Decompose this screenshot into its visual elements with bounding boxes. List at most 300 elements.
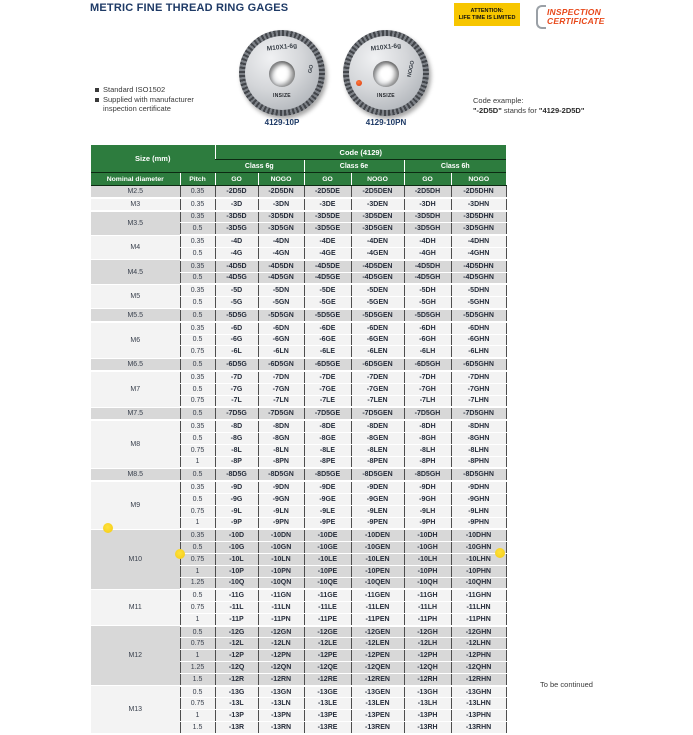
code-cell: -4D5GN (258, 272, 304, 284)
table-row (91, 468, 506, 481)
code-cell: -4D5DHN (451, 260, 506, 272)
nominal-diameter-cell: M2.5 (91, 186, 180, 198)
code-cell: -3DHN (451, 198, 506, 211)
code-cell: -3DN (258, 198, 304, 211)
code-cell: -4DH (404, 235, 451, 247)
code-cell: -13LEN (351, 698, 404, 710)
code-cell: -6D (215, 322, 258, 334)
code-cell: -6DHN (451, 322, 506, 334)
code-cell: -5D5GE (304, 309, 351, 322)
code-cell: -9PE (304, 517, 351, 529)
code-cell: -3DEN (351, 198, 404, 211)
code-cell: -13R (215, 722, 258, 734)
nominal-diameter-cell: M6 (91, 322, 180, 358)
code-cell: -12QHN (451, 662, 506, 674)
code-cell: -12RH (404, 673, 451, 685)
code-cell: -12QN (258, 662, 304, 674)
code-cell: -6D5GHN (451, 358, 506, 371)
code-cell: -12P (215, 650, 258, 662)
code-cell: -6D5GE (304, 358, 351, 371)
code-cell: -10DN (258, 529, 304, 541)
code-cell: -10PEN (351, 565, 404, 577)
code-cell: -6G (215, 334, 258, 346)
code-cell: -10GHN (451, 542, 506, 554)
code-cell: -9GN (258, 493, 304, 505)
code-cell: -5GE (304, 297, 351, 309)
pitch-cell: 1 (180, 650, 215, 662)
code-cell: -13RN (258, 722, 304, 734)
highlight-marker-icon (175, 549, 185, 559)
nominal-diameter-cell: M7.5 (91, 407, 180, 420)
code-cell: -10P (215, 565, 258, 577)
code-cell: -9LN (258, 505, 304, 517)
code-cell: -10LHN (451, 553, 506, 565)
gauge-caption-go: 4129-10P (264, 118, 300, 127)
table-row (91, 371, 506, 383)
code-cell: -3D5GHN (451, 223, 506, 235)
code-cell: -10DH (404, 529, 451, 541)
code-cell: -12PEN (351, 650, 404, 662)
code-cell: -13GHN (451, 686, 506, 698)
code-cell: -10LH (404, 553, 451, 565)
pitch-cell: 0.75 (180, 698, 215, 710)
code-cell: -12REN (351, 673, 404, 685)
code-cell: -4D5DN (258, 260, 304, 272)
inspection-certificate-logo (536, 5, 605, 29)
ring-gauge-go-photo (239, 30, 325, 116)
pitch-cell: 0.5 (180, 493, 215, 505)
code-cell: -10GE (304, 542, 351, 554)
code-cell: -5GH (404, 297, 451, 309)
code-example-line: "-2D5D" stands for "4129-2D5D" (473, 106, 585, 115)
code-cell: -2D5DH (404, 186, 451, 198)
code-cell: -7DHN (451, 371, 506, 383)
code-cell: -7D5GN (258, 407, 304, 420)
code-cell: -12LHN (451, 638, 506, 650)
code-cell: -12L (215, 638, 258, 650)
code-cell: -8GHN (451, 432, 506, 444)
pitch-cell: 0.5 (180, 247, 215, 259)
code-cell: -3D5D (215, 211, 258, 223)
code-cell: -13P (215, 710, 258, 722)
attention-badge-line1: ATTENTION: (470, 8, 504, 14)
code-cell: -9LH (404, 505, 451, 517)
pitch-cell: 0.5 (180, 468, 215, 481)
insize-brand-logo: INSIZE (273, 93, 291, 99)
code-cell: -7DN (258, 371, 304, 383)
gauge-caption-nogo: 4129-10PN (365, 118, 407, 127)
code-cell: -2D5DE (304, 186, 351, 198)
pitch-cell: 0.35 (180, 260, 215, 272)
code-cell: -10QN (258, 577, 304, 589)
pitch-cell: 0.35 (180, 420, 215, 432)
pitch-cell: 0.75 (180, 505, 215, 517)
table-row (91, 309, 506, 322)
code-cell: -8D5GN (258, 468, 304, 481)
code-cell: -4DE (304, 235, 351, 247)
code-cell: -10LE (304, 553, 351, 565)
pitch-cell: 1 (180, 710, 215, 722)
pitch-header: Pitch (180, 173, 215, 186)
pitch-cell: 1.25 (180, 577, 215, 589)
code-cell: -7L (215, 395, 258, 407)
pitch-cell: 0.5 (180, 272, 215, 284)
code-cell: -8PN (258, 456, 304, 468)
code-cell: -7GEN (351, 383, 404, 395)
nominal-diameter-cell: M8.5 (91, 468, 180, 481)
code-cell: -12R (215, 673, 258, 685)
code-cell: -2D5D (215, 186, 258, 198)
code-cell: -5GHN (451, 297, 506, 309)
code-cell: -7DEN (351, 371, 404, 383)
code-cell: -7LHN (451, 395, 506, 407)
code-cell: -3D5DE (304, 211, 351, 223)
code-cell: -13LN (258, 698, 304, 710)
code-cell: -4GH (404, 247, 451, 259)
table-row (91, 481, 506, 493)
code-cell: -8P (215, 456, 258, 468)
code-cell: -12G (215, 626, 258, 638)
gauge-marking: M10X1-6g (266, 42, 298, 53)
code-cell: -10DHN (451, 529, 506, 541)
code-cell: -5G (215, 297, 258, 309)
code-cell: -7D5GE (304, 407, 351, 420)
highlight-marker-icon (495, 548, 505, 558)
code-cell: -8GN (258, 432, 304, 444)
certificate-logo-line1: INSPECTION (547, 7, 601, 17)
code-cell: -12LN (258, 638, 304, 650)
code-cell: -6GE (304, 334, 351, 346)
code-cell: -13GE (304, 686, 351, 698)
code-cell: -6LEN (351, 346, 404, 358)
code-cell: -13RH (404, 722, 451, 734)
code-cell: -7LH (404, 395, 451, 407)
code-cell: -12GN (258, 626, 304, 638)
code-cell: -8PE (304, 456, 351, 468)
code-cell: -7D (215, 371, 258, 383)
code-cell: -11GH (404, 589, 451, 601)
code-cell: -10PH (404, 565, 451, 577)
code-cell: -12LE (304, 638, 351, 650)
pitch-cell: 1.5 (180, 673, 215, 685)
code-cell: -13RE (304, 722, 351, 734)
bullet-text: Standard ISO1502 (103, 85, 166, 94)
highlight-marker-icon (103, 523, 113, 533)
code-cell: -9PH (404, 517, 451, 529)
code-cell: -5D (215, 284, 258, 296)
code-cell: -12PN (258, 650, 304, 662)
code-cell: -7D5GH (404, 407, 451, 420)
pitch-cell: 0.5 (180, 383, 215, 395)
red-dot-icon (356, 80, 362, 86)
code-cell: -9L (215, 505, 258, 517)
nominal-diameter-cell: M4.5 (91, 260, 180, 285)
code-cell: -12LEN (351, 638, 404, 650)
code-example-label: Code example: (473, 96, 524, 105)
pitch-cell: 1 (180, 565, 215, 577)
code-cell: -6LH (404, 346, 451, 358)
code-cell: -6D5GEN (351, 358, 404, 371)
table-row (91, 686, 506, 698)
code-cell: -13GN (258, 686, 304, 698)
code-cell: -4D5G (215, 272, 258, 284)
code-cell: -5D5GEN (351, 309, 404, 322)
nominal-diameter-header: Nominal diameter (91, 173, 180, 186)
pitch-cell: 0.5 (180, 589, 215, 601)
code-cell: -3D5DN (258, 211, 304, 223)
pitch-cell: 0.35 (180, 211, 215, 223)
code-cell: -12RN (258, 673, 304, 685)
code-cell: -11GHN (451, 589, 506, 601)
code-cell: -12LH (404, 638, 451, 650)
code-cell: -8GE (304, 432, 351, 444)
nogo-header-6h: NOGO (451, 173, 506, 186)
code-cell: -12RHN (451, 673, 506, 685)
pitch-cell: 1.25 (180, 662, 215, 674)
class-6h-header: Class 6h (404, 160, 506, 173)
code-cell: -9LHN (451, 505, 506, 517)
code-cell: -8GEN (351, 432, 404, 444)
code-cell: -11GN (258, 589, 304, 601)
code-cell: -13LHN (451, 698, 506, 710)
code-cell: -13G (215, 686, 258, 698)
code-cell: -10QEN (351, 577, 404, 589)
code-cell: -6D5GH (404, 358, 451, 371)
code-cell: -2D5DN (258, 186, 304, 198)
code-cell: -11LH (404, 602, 451, 614)
code-cell: -6LHN (451, 346, 506, 358)
code-cell: -12PHN (451, 650, 506, 662)
code-cell: -2D5DEN (351, 186, 404, 198)
code-cell: -11PH (404, 613, 451, 625)
code-header: Code (4129) (215, 145, 506, 160)
code-cell: -7G (215, 383, 258, 395)
pitch-cell: 0.75 (180, 553, 215, 565)
code-cell: -10G (215, 542, 258, 554)
code-cell: -8LN (258, 444, 304, 456)
code-cell: -5DEN (351, 284, 404, 296)
code-cell: -11L (215, 602, 258, 614)
code-cell: -13LE (304, 698, 351, 710)
pitch-cell: 0.5 (180, 626, 215, 638)
code-cell: -9PN (258, 517, 304, 529)
code-cell: -9GEN (351, 493, 404, 505)
code-cell: -10LEN (351, 553, 404, 565)
table-row (91, 284, 506, 296)
code-cell: -4GN (258, 247, 304, 259)
table-row (91, 322, 506, 334)
code-cell: -7LE (304, 395, 351, 407)
code-cell: -6GN (258, 334, 304, 346)
code-cell: -9P (215, 517, 258, 529)
nominal-diameter-cell: M5 (91, 284, 180, 309)
certificate-logo-line2: CERTIFICATE (547, 16, 605, 26)
code-cell: -9DHN (451, 481, 506, 493)
nominal-diameter-cell: M8 (91, 420, 180, 468)
code-cell: -10D (215, 529, 258, 541)
table-row (91, 235, 506, 247)
code-cell: -5D5GHN (451, 309, 506, 322)
code-cell: -3D5G (215, 223, 258, 235)
code-cell: -7GH (404, 383, 451, 395)
pitch-cell: 1.5 (180, 722, 215, 734)
nogo-label: NOGO (406, 60, 417, 78)
code-cell: -10GN (258, 542, 304, 554)
code-cell: -8PH (404, 456, 451, 468)
code-cell: -4DHN (451, 235, 506, 247)
table-row (91, 626, 506, 638)
size-header: Size (mm) (91, 145, 215, 173)
code-cell: -4GE (304, 247, 351, 259)
nogo-header-6e: NOGO (351, 173, 404, 186)
pitch-cell: 0.75 (180, 444, 215, 456)
code-cell: -10QH (404, 577, 451, 589)
code-cell: -10Q (215, 577, 258, 589)
table-row (91, 589, 506, 601)
code-cell: -13PEN (351, 710, 404, 722)
code-cell: -7DE (304, 371, 351, 383)
code-cell: -4D5DH (404, 260, 451, 272)
nominal-diameter-cell: M3 (91, 198, 180, 211)
code-cell: -7D5G (215, 407, 258, 420)
pitch-cell: 0.75 (180, 638, 215, 650)
code-cell: -4D5GE (304, 272, 351, 284)
pitch-cell: 0.35 (180, 198, 215, 211)
code-cell: -11G (215, 589, 258, 601)
code-cell: -6DN (258, 322, 304, 334)
code-cell: -9LEN (351, 505, 404, 517)
code-cell: -11PE (304, 613, 351, 625)
code-cell: -12QH (404, 662, 451, 674)
code-cell: -12QE (304, 662, 351, 674)
footer-note: To be continued (540, 680, 593, 689)
pitch-cell: 1 (180, 456, 215, 468)
code-cell: -4GEN (351, 247, 404, 259)
nominal-diameter-cell: M11 (91, 589, 180, 625)
code-cell: -10PN (258, 565, 304, 577)
pitch-cell: 0.35 (180, 284, 215, 296)
code-cell: -10DE (304, 529, 351, 541)
code-cell: -8D (215, 420, 258, 432)
go-header-6h: GO (404, 173, 451, 186)
insize-brand-logo: INSIZE (377, 93, 395, 99)
code-cell: -10GH (404, 542, 451, 554)
certificate-bracket-icon (536, 5, 546, 29)
pitch-cell: 0.35 (180, 371, 215, 383)
ring-hole (373, 61, 399, 87)
pitch-cell: 0.5 (180, 297, 215, 309)
code-cell: -9GHN (451, 493, 506, 505)
pitch-cell: 0.75 (180, 602, 215, 614)
code-cell: -13PE (304, 710, 351, 722)
code-cell: -6DEN (351, 322, 404, 334)
nominal-diameter-cell: M3.5 (91, 211, 180, 236)
pitch-cell: 0.5 (180, 432, 215, 444)
code-cell: -13GEN (351, 686, 404, 698)
pitch-cell: 0.5 (180, 686, 215, 698)
code-cell: -11PN (258, 613, 304, 625)
pitch-cell: 0.75 (180, 395, 215, 407)
nominal-diameter-cell: M13 (91, 686, 180, 734)
code-cell: -13RHN (451, 722, 506, 734)
code-cell: -6D5GN (258, 358, 304, 371)
nominal-diameter-cell: M6.5 (91, 358, 180, 371)
code-cell: -12PE (304, 650, 351, 662)
code-cell: -7LEN (351, 395, 404, 407)
code-cell: -9DH (404, 481, 451, 493)
pitch-cell: 0.5 (180, 223, 215, 235)
code-cell: -10L (215, 553, 258, 565)
code-cell: -8D5GHN (451, 468, 506, 481)
code-cell: -9DE (304, 481, 351, 493)
code-cell: -8D5G (215, 468, 258, 481)
code-cell: -12QEN (351, 662, 404, 674)
attention-badge (454, 3, 520, 26)
code-cell: -11LE (304, 602, 351, 614)
code-cell: -8DHN (451, 420, 506, 432)
class-6g-header: Class 6g (215, 160, 304, 173)
code-cell: -10PE (304, 565, 351, 577)
code-cell: -7GE (304, 383, 351, 395)
code-cell: -6GEN (351, 334, 404, 346)
code-cell: -8LHN (451, 444, 506, 456)
bullet-square-icon (95, 88, 99, 92)
ring-hole (269, 61, 295, 87)
code-cell: -4DN (258, 235, 304, 247)
code-cell: -12RE (304, 673, 351, 685)
table-row (91, 260, 506, 272)
code-cell: -8L (215, 444, 258, 456)
code-cell: -11PEN (351, 613, 404, 625)
code-cell: -8G (215, 432, 258, 444)
code-cell: -6GH (404, 334, 451, 346)
code-cell: -9GH (404, 493, 451, 505)
code-cell: -5GN (258, 297, 304, 309)
code-cell: -8LEN (351, 444, 404, 456)
pitch-cell: 1 (180, 517, 215, 529)
pitch-cell: 0.35 (180, 186, 215, 198)
bullet-square-icon (95, 98, 99, 102)
code-cell: -6DE (304, 322, 351, 334)
gages-table (91, 145, 507, 735)
pitch-cell: 0.35 (180, 481, 215, 493)
code-example (473, 96, 584, 116)
pitch-cell: 0.35 (180, 529, 215, 541)
code-cell: -9GE (304, 493, 351, 505)
code-cell: -4D5DE (304, 260, 351, 272)
bullet-item (95, 95, 205, 114)
code-cell: -5DHN (451, 284, 506, 296)
code-cell: -13PHN (451, 710, 506, 722)
code-cell: -4G (215, 247, 258, 259)
page-title: METRIC FINE THREAD RING GAGES (90, 2, 289, 14)
code-cell: -9LE (304, 505, 351, 517)
table-row (91, 211, 506, 223)
ring-gauge-nogo-photo (343, 30, 429, 116)
code-cell: -6DH (404, 322, 451, 334)
pitch-cell: 0.5 (180, 334, 215, 346)
code-cell: -6LE (304, 346, 351, 358)
pitch-cell: 0.35 (180, 322, 215, 334)
code-cell: -13GH (404, 686, 451, 698)
nominal-diameter-cell: M10 (91, 529, 180, 589)
code-cell: -3DE (304, 198, 351, 211)
code-cell: -4DEN (351, 235, 404, 247)
table-row (91, 358, 506, 371)
code-cell: -8GH (404, 432, 451, 444)
code-cell: -9DN (258, 481, 304, 493)
code-cell: -8DEN (351, 420, 404, 432)
